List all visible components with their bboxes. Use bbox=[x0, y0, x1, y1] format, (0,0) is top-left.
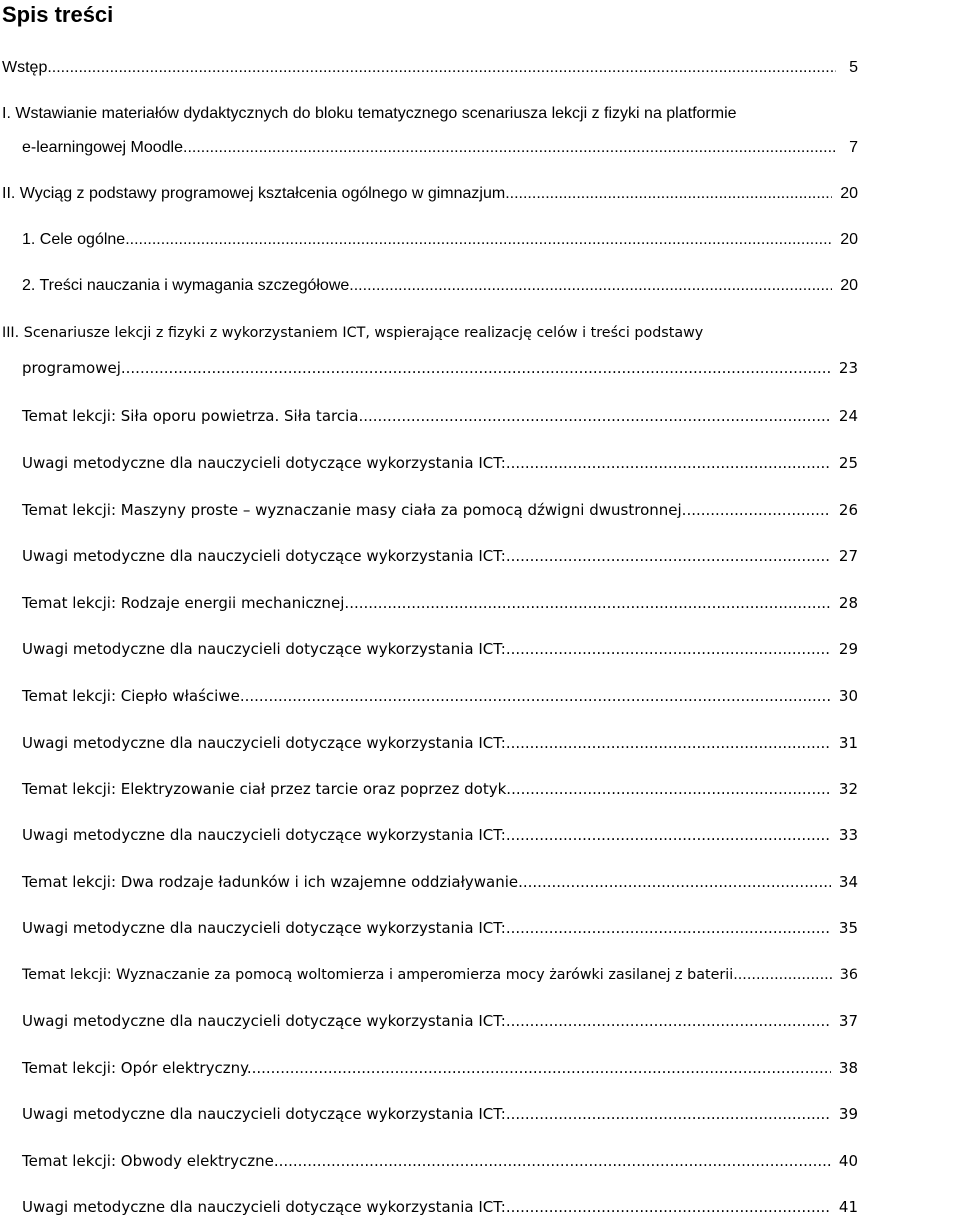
toc-entry-text: Uwagi metodyczne dla nauczycieli dotyczące wykorzystania ICT: bbox=[22, 1105, 506, 1123]
toc-leader-dots bbox=[506, 544, 831, 568]
toc-entry-lesson[interactable] bbox=[22, 1056, 858, 1080]
toc-entry-text: Uwagi metodyczne dla nauczycieli dotyczące wykorzystania ICT: bbox=[22, 640, 506, 658]
toc-entry-text: Temat lekcji: Elektryzowanie ciał przez tarcie oraz poprzez dotyk. bbox=[22, 780, 512, 798]
toc-entry-methodology-notes[interactable] bbox=[22, 1009, 858, 1033]
toc-leader-dots bbox=[279, 1149, 831, 1173]
toc-entry-section-2-2[interactable] bbox=[22, 274, 858, 298]
toc-page-number: 38 bbox=[838, 1059, 858, 1077]
toc-entry-lesson[interactable] bbox=[22, 1149, 858, 1173]
toc-entry-text: Temat lekcji: Siła oporu powietrza. Siła tarcia bbox=[22, 407, 359, 425]
toc-entry-text: II. Wyciąg z podstawy programowej kształcenia ogólnego w gimnazjum. bbox=[2, 185, 510, 202]
toc-leader-dots bbox=[506, 637, 831, 661]
toc-leader-dots bbox=[523, 870, 831, 894]
toc-page-number: 32 bbox=[838, 780, 858, 798]
toc-page-number: 5 bbox=[849, 59, 858, 76]
toc-entry-methodology-notes[interactable] bbox=[22, 823, 858, 847]
toc-entry-methodology-notes[interactable] bbox=[22, 1195, 858, 1219]
toc-entry-text: 2. Treści nauczania i wymagania szczegółowe bbox=[22, 277, 350, 294]
toc-leader-dots bbox=[187, 136, 836, 160]
toc-entry-text: Temat lekcji: Wyznaczanie za pomocą woltomierza i amperomierza mocy żarówki zasilanej z baterii. bbox=[22, 967, 738, 983]
toc-page-number: 20 bbox=[840, 277, 858, 294]
toc-entry-methodology-notes[interactable] bbox=[22, 637, 858, 661]
toc-page-number: 33 bbox=[838, 826, 858, 844]
toc-entry-text: Temat lekcji: Maszyny proste – wyznaczanie masy ciała za pomocą dźwigni dwustronnej. bbox=[22, 501, 687, 519]
toc-entry-text: Temat lekcji: Opór elektryczny. bbox=[22, 1059, 252, 1077]
toc-page-number: 29 bbox=[838, 640, 858, 658]
toc-entry-methodology-notes[interactable] bbox=[22, 731, 858, 755]
toc-entry-text: Uwagi metodyczne dla nauczycieli dotyczące wykorzystania ICT: bbox=[22, 454, 506, 472]
page-title: Spis treści bbox=[2, 2, 114, 27]
toc-page-number: 40 bbox=[838, 1152, 858, 1170]
toc-page-number: 28 bbox=[838, 594, 858, 612]
toc-leader-dots bbox=[510, 182, 833, 206]
toc-leader-dots bbox=[506, 916, 831, 940]
toc-page-number: 27 bbox=[838, 547, 858, 565]
toc-entry-text: Temat lekcji: Obwody elektryczne. bbox=[22, 1152, 279, 1170]
toc-leader-dots bbox=[245, 684, 831, 708]
toc-entry-chapter-3[interactable] bbox=[22, 356, 858, 380]
toc-entry-introduction[interactable] bbox=[2, 56, 858, 80]
toc-entry-lesson[interactable] bbox=[22, 870, 858, 894]
toc-leader-dots bbox=[506, 1195, 831, 1219]
toc-page-number: 34 bbox=[838, 873, 858, 891]
toc-entry-lesson[interactable] bbox=[22, 498, 858, 522]
toc-entry-text: Uwagi metodyczne dla nauczycieli dotyczące wykorzystania ICT: bbox=[22, 1198, 506, 1216]
toc-leader-dots bbox=[738, 963, 832, 987]
toc-entry-chapter-3-heading[interactable]: III. Scenariusze lekcji z fizyki z wykorzystaniem ICT, wspierające realizację celów i treści podstawy bbox=[2, 325, 704, 341]
toc-entry-methodology-notes[interactable] bbox=[22, 544, 858, 568]
toc-leader-dots bbox=[506, 731, 831, 755]
toc-entry-lesson[interactable] bbox=[22, 684, 858, 708]
toc-entry-text: programowej. bbox=[22, 359, 126, 377]
toc-page-number: 20 bbox=[840, 185, 858, 202]
toc-entry-chapter-1[interactable] bbox=[22, 136, 858, 160]
toc-leader-dots bbox=[47, 56, 836, 80]
toc-page-number: 39 bbox=[838, 1105, 858, 1123]
toc-page-number: 20 bbox=[840, 231, 858, 248]
toc-page-number: 37 bbox=[838, 1012, 858, 1030]
toc-page-number: 36 bbox=[839, 967, 858, 983]
toc-leader-dots bbox=[506, 823, 831, 847]
toc-leader-dots bbox=[126, 356, 831, 380]
toc-page-number: 41 bbox=[838, 1198, 858, 1216]
toc-entry-lesson[interactable] bbox=[22, 591, 858, 615]
toc-entry-methodology-notes[interactable] bbox=[22, 916, 858, 940]
toc-page-number: 30 bbox=[838, 687, 858, 705]
toc-page-number: 35 bbox=[838, 919, 858, 937]
toc-entry-text: Temat lekcji: Rodzaje energii mechanicznej. bbox=[22, 594, 350, 612]
toc-leader-dots bbox=[349, 591, 831, 615]
toc-entry-chapter-1-heading[interactable]: I. Wstawianie materiałów dydaktycznych do bloku tematycznego scenariusza lekcji z fizyki na platformie bbox=[2, 105, 737, 122]
toc-entry-section-2-1[interactable] bbox=[22, 228, 858, 252]
toc-page-number: 24 bbox=[838, 407, 858, 425]
toc-page-number: 7 bbox=[849, 139, 858, 156]
toc-entry-text: Uwagi metodyczne dla nauczycieli dotyczące wykorzystania ICT: bbox=[22, 547, 506, 565]
toc-entry-text: Temat lekcji: Dwa rodzaje ładunków i ich wzajemne oddziaływanie. bbox=[22, 873, 523, 891]
toc-leader-dots bbox=[125, 228, 832, 252]
toc-entry-text: Uwagi metodyczne dla nauczycieli dotyczące wykorzystania ICT: bbox=[22, 1012, 506, 1030]
toc-entry-text: Uwagi metodyczne dla nauczycieli dotyczące wykorzystania ICT: bbox=[22, 826, 506, 844]
toc-page-number: 25 bbox=[838, 454, 858, 472]
toc-entry-text: Uwagi metodyczne dla nauczycieli dotyczące wykorzystania ICT: bbox=[22, 734, 506, 752]
toc-entry-text: Uwagi metodyczne dla nauczycieli dotyczące wykorzystania ICT: bbox=[22, 919, 506, 937]
toc-leader-dots bbox=[506, 1102, 831, 1126]
toc-leader-dots bbox=[252, 1056, 831, 1080]
toc-entry-lesson[interactable] bbox=[22, 777, 858, 801]
toc-entry-methodology-notes[interactable] bbox=[22, 1102, 858, 1126]
toc-page-number: 23 bbox=[838, 359, 858, 377]
toc-leader-dots bbox=[349, 274, 832, 298]
toc-page-number: 31 bbox=[838, 734, 858, 752]
toc-entry-lesson[interactable] bbox=[22, 963, 858, 987]
toc-entry-text: Wstęp bbox=[2, 59, 48, 76]
toc-entry-chapter-2[interactable] bbox=[2, 182, 858, 206]
toc-leader-dots bbox=[511, 777, 831, 801]
toc-entry-lesson[interactable] bbox=[22, 404, 858, 428]
toc-entry-methodology-notes[interactable] bbox=[22, 451, 858, 475]
toc-leader-dots bbox=[506, 1009, 831, 1033]
toc-entry-text: e-learningowej Moodle. bbox=[22, 139, 188, 156]
toc-leader-dots bbox=[506, 451, 831, 475]
toc-entry-text: Temat lekcji: Ciepło właściwe. bbox=[22, 687, 245, 705]
toc-entry-text: 1. Cele ogólne bbox=[22, 231, 126, 248]
toc-page-number: 26 bbox=[838, 501, 858, 519]
toc-leader-dots bbox=[358, 404, 830, 428]
toc-leader-dots bbox=[686, 498, 830, 522]
